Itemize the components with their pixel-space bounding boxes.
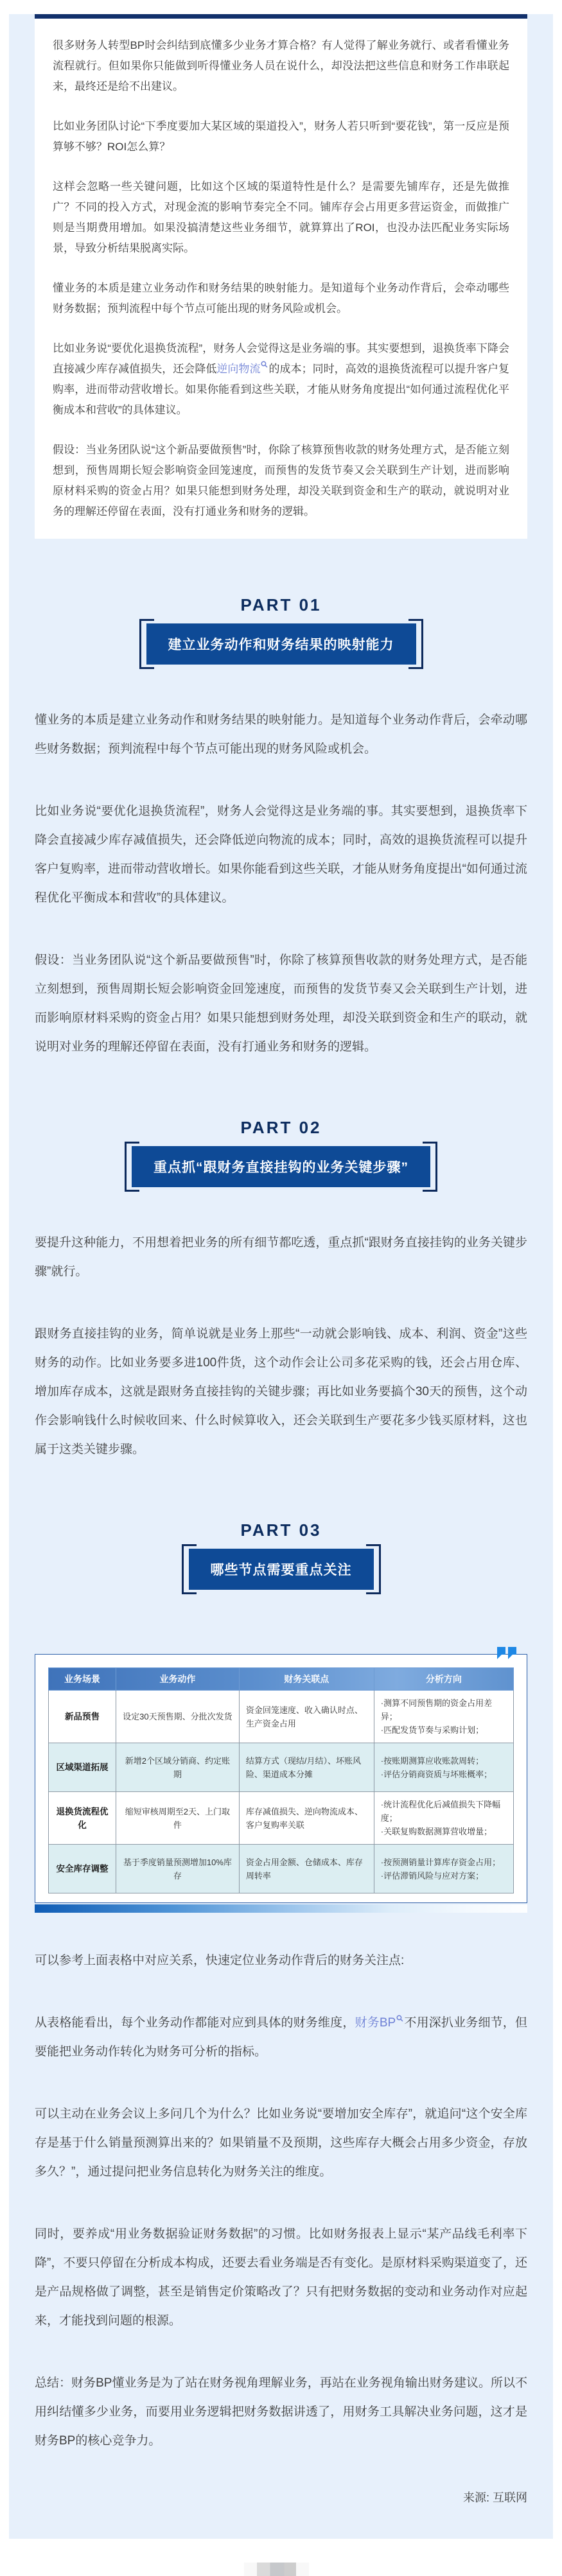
paragraph <box>35 2008 527 2066</box>
paragraph: 要提升这种能力，不用想着把业务的所有细节都吃透，重点抓“跟财务直接挂钩的业务关键步骤”就行。 <box>35 1236 527 1278</box>
cell-scene: 安全库存调整 <box>49 1845 116 1893</box>
source-attribution: 来源: 互联网 <box>462 2491 527 2504</box>
cell-analysis <box>374 1845 513 1893</box>
analysis-item: ·统计流程优化后减值损失下降幅度； <box>380 1800 501 1823</box>
finance-mapping-table-card <box>35 1654 527 1903</box>
cell-action: 设定30天预售期、分批次发货 <box>116 1691 239 1743</box>
cell-finance: 结算方式（现结/月结）、坏账风险、渠道成本分摊 <box>239 1743 374 1792</box>
cell-scene: 区域渠道拓展 <box>49 1743 116 1792</box>
part-03-title-box <box>189 1549 374 1590</box>
part-01-title-box <box>146 623 416 665</box>
article-background <box>9 14 553 2539</box>
table-row <box>49 1792 514 1845</box>
finance-mapping-table <box>48 1667 514 1893</box>
cell-finance: 库存减值损失、逆向物流成本、客户复购率关联 <box>239 1792 374 1845</box>
link-text[interactable]: 财务BP <box>355 2016 396 2030</box>
column-header-action: 业务动作 <box>116 1668 239 1691</box>
blurred-footer-element <box>244 2563 309 2576</box>
paragraph: 总结：财务BP懂业务是为了站在财务视角理解业务，再站在业务视角输出财务建议。所以不用纠结懂多少业务，而要用业务逻辑把财务数据讲透了，用财务工具解决业务问题，这才是财务BP的核心竞争力。 <box>35 2376 527 2448</box>
paragraph <box>53 338 509 421</box>
cell-finance: 资金占用金额、仓储成本、库存周转率 <box>239 1845 374 1893</box>
paragraph-text: 不用深扒业务细节，但要能把业务动作转化为财务可分析的指标。 <box>35 2016 527 2058</box>
cell-finance: 资金回笼速度、收入确认时点、生产资金占用 <box>239 1691 374 1743</box>
part-02-label: PART 02 <box>240 1118 322 1137</box>
part-03-label: PART 03 <box>240 1520 322 1540</box>
part-01-title: 建立业务动作和财务结果的映射能力 <box>168 638 394 652</box>
paragraph: 比如业务说“要优化退换货流程”，财务人会觉得这是业务端的事。其实要想到，退换货率下降会直接减少库存减值损失，还会降低逆向物流的成本；同时，高效的退换货流程可以提升客户复购率，进而带动营收增长。如果你能看到这些关联，才能从财务角度提出“如何通过流程优化平衡成本和营收”的具体建议。 <box>35 805 527 905</box>
paragraph: 懂业务的本质是建立业务动作和财务结果的映射能力。是知道每个业务动作背后，会牵动哪些财务数据；预判流程中每个节点可能出现的财务风险或机会。 <box>53 282 509 315</box>
paragraph: 这样会忽略一些关键问题，比如这个区域的渠道特性是什么？是需要先铺库存，还是先做推广？不同的投入方式，对现金流的影响节奏完全不同。铺库存会占用更多营运资金，而做推广则是当期费用增加。如果没搞清楚这些业务细节，就算算出了ROI，也没办法匹配业务实际场景，导致分析结果脱离实际。 <box>53 180 509 254</box>
part-03-title: 哪些节点需要重点关注 <box>210 1563 352 1578</box>
cell-analysis <box>374 1792 513 1845</box>
paragraph: 假设：当业务团队说“这个新品要做预售”时，你除了核算预售收款的财务处理方式，是否能立刻想到，预售周期长短会影响资金回笼速度，而预售的发货节奏又会关联到生产计划，进而影响原材料采购的资金占用？如果只能想到财务处理，却没关联到资金和生产的联动，就说明对业务的理解还停留在表面，没有打通业务和财务的逻辑。 <box>53 444 509 518</box>
table-header-row <box>49 1668 514 1691</box>
cell-action: 新增2个区域分销商、约定账期 <box>116 1743 239 1792</box>
analysis-item: ·按预测销量计算库存资金占用； <box>380 1857 501 1867</box>
cell-action: 缩短审核周期至2天、上门取件 <box>116 1792 239 1845</box>
analysis-item: ·评估分销商资质与坏账概率； <box>380 1769 493 1779</box>
card-bottom-gradient-bar <box>35 1904 527 1913</box>
paragraph: 可以参考上面表格中对应关系，快速定位业务动作背后的财务关注点: <box>35 1954 405 1967</box>
paragraph: 同时，要养成“用业务数据验证财务数据”的习惯。比如财务报表上显示“某产品线毛利率下降”，不要只停留在分析成本构成，还要去看业务端是否有变化。是原材料采购渠道变了，还是产品规格做了调整，甚至是销售定价策略改了？只有把财务数据的变动和业务动作对应起来，才能找到问题的根源。 <box>35 2227 527 2328</box>
cell-analysis <box>374 1691 513 1743</box>
intro-card <box>35 14 527 539</box>
table-row <box>49 1743 514 1792</box>
part-03-header <box>35 1520 527 1590</box>
column-header-scene: 业务场景 <box>49 1668 116 1691</box>
analysis-item: ·匹配发货节奏与采购计划； <box>380 1725 484 1735</box>
paragraph: 可以主动在业务会议上多问几个为什么？比如业务说“要增加安全库存”，就追问“这个安全库存是基于什么销量预测算出来的？如果销量不及预期，这些库存大概会占用多少资金，存放多久？”，通过提问把业务信息转化为财务关注的维度。 <box>35 2107 527 2179</box>
analysis-item: ·测算不同预售期的资金占用差异； <box>380 1698 493 1721</box>
column-header-analysis: 分析方向 <box>374 1668 513 1691</box>
quote-icon <box>497 1647 516 1655</box>
analysis-item: ·按账期测算应收账款周转； <box>380 1755 484 1766</box>
cell-scene: 新品预售 <box>49 1691 116 1743</box>
paragraph: 假设：当业务团队说“这个新品要做预售”时，你除了核算预售收款的财务处理方式，是否能立刻想到，预售周期长短会影响资金回笼速度，而预售的发货节奏又会关联到生产计划，进而影响原材料采购的资金占用？如果只能想到财务处理，却没关联到资金和生产的联动，就说明对业务的理解还停留在表面，没有打通业务和财务的逻辑。 <box>35 953 527 1054</box>
paragraph-text: 的成本；同时，高效的退换货流程可以提升客户复购率，进而带动营收增长。如果你能看到这些关联，才能从财务角度提出“如何通过流程优化平衡成本和营收”的具体建议。 <box>53 363 510 416</box>
paragraph: 很多财务人转型BP时会纠结到底懂多少业务才算合格？有人觉得了解业务就行、或者看懂业务流程就行。但如果你只能做到听得懂业务人员在说什么，却没法把这些信息和财务工作串联起来，最终还是给不出建议。 <box>53 39 509 92</box>
column-header-finance: 财务关联点 <box>239 1668 374 1691</box>
paragraph: 跟财务直接挂钩的业务，简单说就是业务上那些“一动就会影响钱、成本、利润、资金”这些财务的动作。比如业务要多进100件货，这个动作会让公司多花采购的钱，还会占用仓库、增加库存成本，这就是跟财务直接挂钩的关键步骤；再比如业务要搞个30天的预售，这个动作会影响钱什么时候收回来、什么时候算收入，还会关联到生产要花多少钱买原材料，这也属于这类关键步骤。 <box>35 1327 527 1456</box>
part-01-label: PART 01 <box>240 595 322 614</box>
search-icon[interactable] <box>261 361 268 368</box>
table-row <box>49 1845 514 1893</box>
search-icon[interactable] <box>396 2015 403 2022</box>
analysis-item: ·关联复购数据测算营收增量； <box>380 1827 493 1836</box>
paragraph: 懂业务的本质是建立业务动作和财务结果的映射能力。是知道每个业务动作背后，会牵动哪些财务数据；预判流程中每个节点可能出现的财务风险或机会。 <box>35 713 527 756</box>
link-text[interactable]: 逆向物流 <box>216 363 261 375</box>
cell-analysis <box>374 1743 513 1792</box>
part-01-header <box>35 595 527 665</box>
analysis-item: ·评估滞销风险与应对方案； <box>380 1870 484 1881</box>
reverse-logistics-link[interactable] <box>216 363 268 375</box>
cell-scene: 退换货流程优化 <box>49 1792 116 1845</box>
footer-strip <box>0 2539 562 2576</box>
paragraph-text: 比如业务说“要优化退换货流程”，财务人会觉得这是业务端的事。其实要想到，退换货率下降会直接减少库存减值损失，还会降低 <box>53 342 509 375</box>
table-row <box>49 1691 514 1743</box>
part-02-header <box>35 1118 527 1187</box>
part-02-title-box <box>132 1146 430 1187</box>
cell-action: 基于季度销量预测增加10%库存 <box>116 1845 239 1893</box>
finance-bp-link[interactable] <box>355 2016 405 2030</box>
paragraph-text: 从表格能看出，每个业务动作都能对应到具体的财务维度， <box>35 2016 355 2030</box>
part-02-title: 重点抓“跟财务直接挂钩的业务关键步骤” <box>154 1160 408 1175</box>
paragraph: 比如业务团队讨论“下季度要加大某区域的渠道投入”，财务人若只听到“要花钱”，第一反应是预算够不够？ROI怎么算？ <box>53 120 509 153</box>
